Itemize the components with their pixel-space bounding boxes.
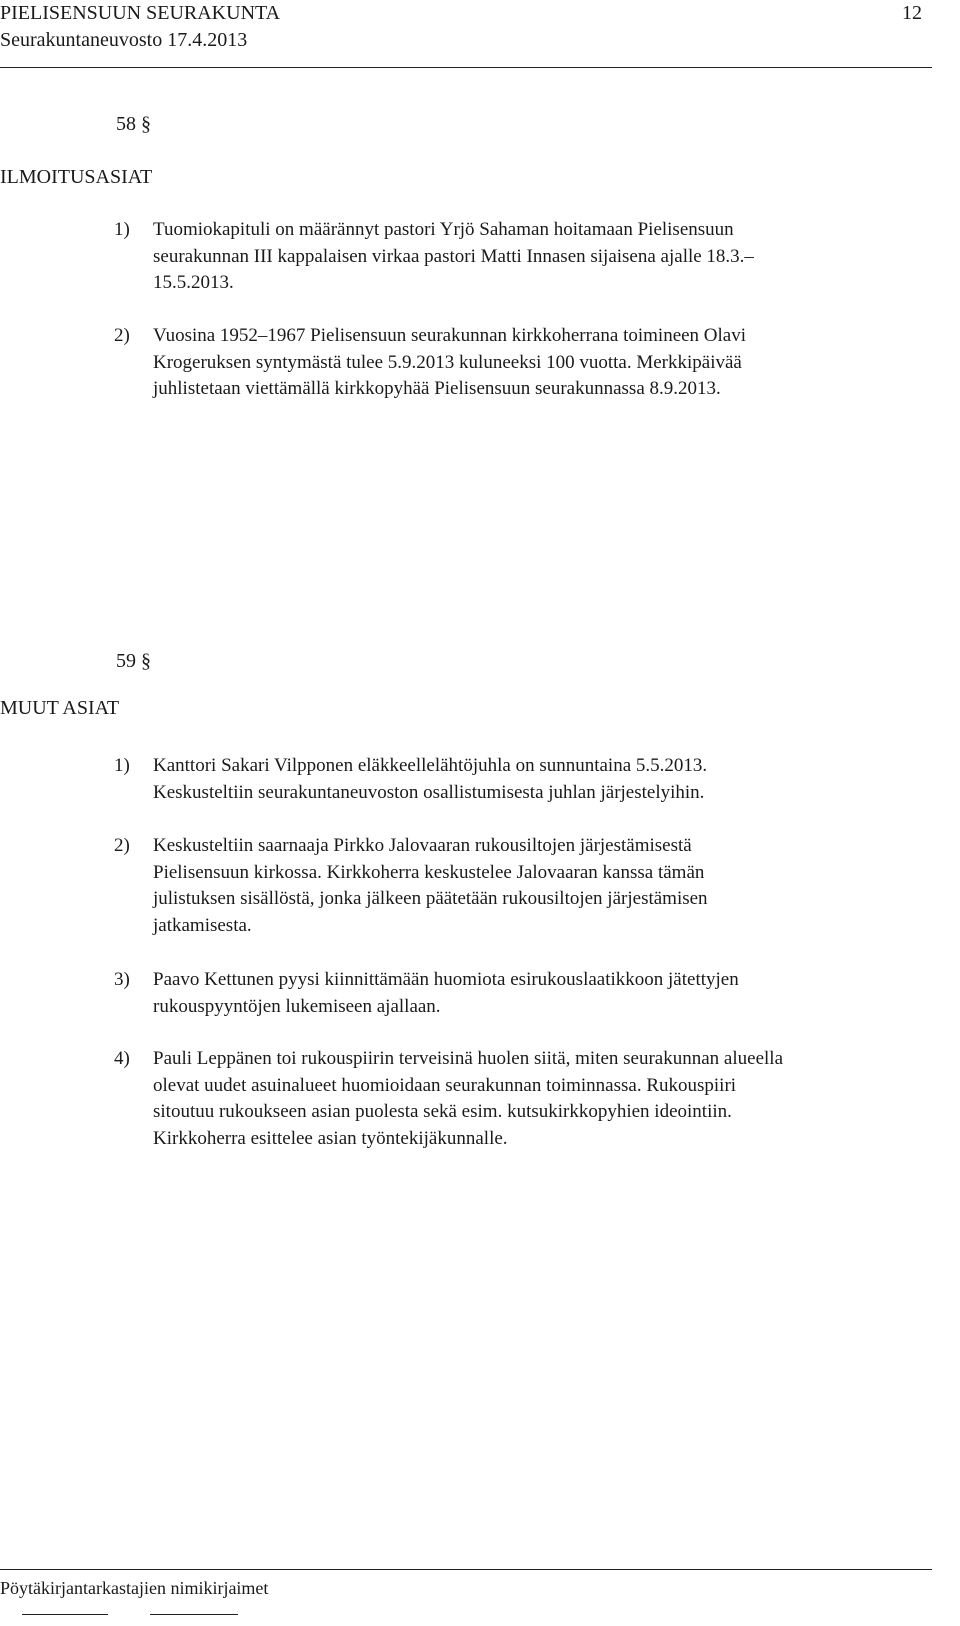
item-number: 1) bbox=[114, 219, 130, 240]
item-text bbox=[153, 833, 944, 939]
item-line: Kirkkoherra esittelee asian työntekijäkunnalle. bbox=[153, 1127, 508, 1149]
item-line: jatkamisesta. bbox=[153, 914, 252, 936]
header-divider bbox=[0, 67, 932, 68]
item-number: 2) bbox=[114, 325, 130, 346]
section-title: MUUT ASIAT bbox=[0, 697, 120, 719]
item-line: Keskusteltiin seurakuntaneuvoston osallistumisesta juhlan järjestelyihin. bbox=[153, 781, 705, 803]
list-item bbox=[114, 1046, 944, 1152]
item-text bbox=[153, 323, 944, 403]
section-number: 58 § bbox=[116, 113, 151, 135]
list-item bbox=[114, 217, 944, 297]
list-item bbox=[114, 967, 944, 1020]
item-line: Pauli Leppänen toi rukouspiirin terveisinä huolen siitä, miten seurakunnan alueella bbox=[153, 1048, 783, 1069]
item-line: Vuosina 1952–1967 Pielisensuun seurakunnan kirkkoherrana toimineen Olavi bbox=[153, 325, 747, 346]
section-number: 59 § bbox=[116, 650, 151, 672]
footer-divider bbox=[0, 1569, 932, 1570]
item-line: juhlistetaan viettämällä kirkkopyhää Pielisensuun seurakunnassa 8.9.2013. bbox=[153, 378, 721, 399]
item-number: 2) bbox=[114, 835, 130, 856]
list-item bbox=[114, 323, 944, 403]
meeting-title: Seurakuntaneuvosto 17.4.2013 bbox=[0, 29, 248, 51]
initials-blank bbox=[22, 1614, 108, 1615]
signature-label: Pöytäkirjantarkastajien nimikirjaimet bbox=[0, 1578, 269, 1598]
list-item bbox=[114, 753, 944, 806]
organization-name: PIELISENSUUN SEURAKUNTA bbox=[0, 2, 281, 24]
item-line: Krogeruksen syntymästä tulee 5.9.2013 kuluneeksi 100 vuotta. Merkkipäivää bbox=[153, 351, 742, 373]
item-text bbox=[153, 217, 944, 297]
list-item bbox=[114, 833, 944, 939]
item-line: Kanttori Sakari Vilpponen eläkkeellelähtöjuhla on sunnuntaina 5.5.2013. bbox=[153, 755, 708, 776]
item-number: 1) bbox=[114, 755, 130, 776]
item-number: 4) bbox=[114, 1048, 130, 1069]
item-line: Pielisensuun kirkossa. Kirkkoherra keskustelee Jalovaaran kanssa tämän bbox=[153, 861, 705, 883]
item-line: Paavo Kettunen pyysi kiinnittämään huomiota esirukouslaatikkoon jätettyjen bbox=[153, 969, 739, 990]
item-line: olevat uudet asuinalueet huomioidaan seurakunnan toiminnassa. Rukouspiiri bbox=[153, 1074, 737, 1096]
item-line: 15.5.2013. bbox=[153, 272, 234, 293]
item-text bbox=[153, 1046, 944, 1152]
item-line: seurakunnan III kappalaisen virkaa pastori Matti Innasen sijaisena ajalle 18.3.– bbox=[153, 245, 754, 267]
item-line: sitoutuu rukoukseen asian puolesta sekä esim. kutsukirkkopyhien ideointiin. bbox=[153, 1101, 732, 1122]
item-text bbox=[153, 967, 944, 1020]
item-line: rukouspyyntöjen lukemiseen ajallaan. bbox=[153, 995, 441, 1017]
item-number: 3) bbox=[114, 969, 130, 990]
item-line: Tuomiokapituli on määrännyt pastori Yrjö Sahaman hoitamaan Pielisensuun bbox=[153, 219, 734, 240]
page-number: 12 bbox=[902, 2, 922, 24]
section-title: ILMOITUSASIAT bbox=[0, 166, 153, 188]
item-line: julistuksen sisällöstä, jonka jälkeen päätetään rukousiltojen järjestämisen bbox=[153, 888, 708, 909]
item-text bbox=[153, 753, 944, 806]
initials-blank bbox=[150, 1614, 238, 1615]
item-line: Keskusteltiin saarnaaja Pirkko Jalovaaran rukousiltojen järjestämisestä bbox=[153, 835, 692, 856]
